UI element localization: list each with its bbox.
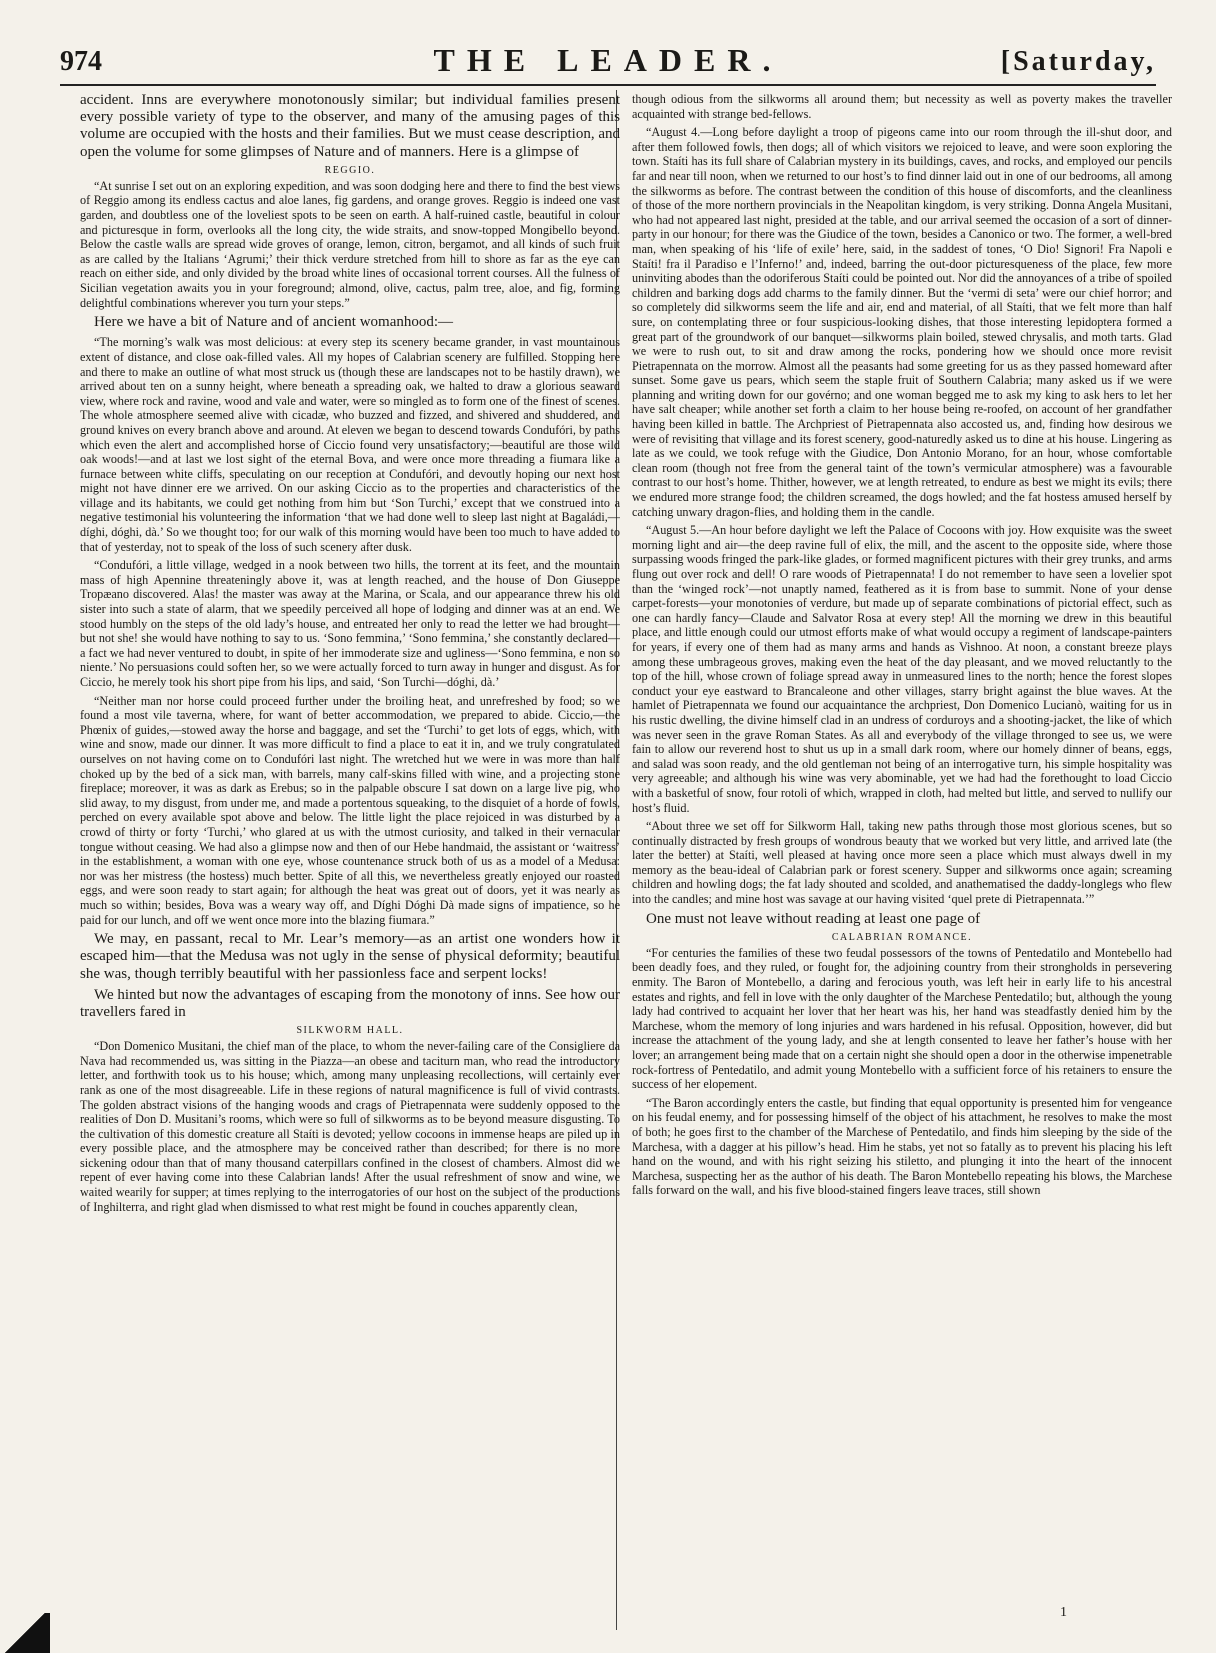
page-number: 974: [60, 46, 102, 77]
header-rule: [60, 84, 1156, 86]
footer-mark: 1: [1060, 1605, 1067, 1620]
paragraph: “At sunrise I set out on an exploring expedition, and was soon dodging here and there to find the best views of Reggio among its endless cactus and aloe lanes, fig gardens, and orange groves. Reggio is indeed one vast garden, and doubtless one of the loveliest spots to be seen on earth. A half-ruined castle, beautiful in colour and picturesque in form, overlooks all the long city, the wide straits, and snow-topped Mongibello beyond. Below the castle walls are spread wide groves of orange, lemon, citron, bergamot, and all kinds of such fruit as are called by the Italians ‘Agrumi;’ their thick verdure stretched from hill to shore as far as the eye can reach on either side, and only divided by the broad white lines of occasional torrent courses. All the fulness of Sicilian vegetation awaits you in your foreground; almond, olive, cactus, palm tree, aloe, and fig, forming delightful combinations wherever you turn your steps.”: [80, 178, 620, 310]
paragraph: “August 5.—An hour before daylight we left the Palace of Cocoons with joy. How exquisite was the sweet morning light and air—the deep ravine full of elix, the mill, and the ascent to the opposite side, where those surpassing woods fringed the park-like glades, or formed magnificent pictures with their grey trunks, and arms flung out over rock and dell! O rare woods of Pietrapennata! I do not remember to have seen a lovelier spot than the ‘winged rock’—not unaptly named, feathered as it is from base to summit. None of your dense carpet-forests—your monotonies of verdure, but made up of separate combinations of pictorial effect, such as one can hardly fancy—Claude and Salvator Rosa at every step! All the morning we drew in this beautiful place, and little enough could our utmost efforts make of what would occupy a regiment of landscape-painters for years, if every one of them had as many arms and hands as Vishnoo. At noon, a constant breeze plays among these umbrageous groves, making even the heat of the day pleasant, and we moved reluctantly to the top of the hill, whose crown of foliage spread away in unmeasured lines to the north; hence the forest slopes conduct your eye eastward to Brancaleone and other villages, starry bright against the blue waves. At the hamlet of Pietrapennata we found our acquaintance the archpriest, Don Domenico Lucianò, waiting for us in his rustic dwelling, the divine himself clad in an undress of corduroys and a shooting-jacket, the like of which was never seen in the grave Roman States. As all and everybody of the village thronged to see us, we were fain to allow our reverend host to shut us up in a small dark room, where our homely dinner of beans, eggs, and salad was soon ready, and the old gentleman not being of an interrogative turn, his simple hospitality was very agreeable; and although his wine was very abominable, yet we had had the forethought to load Ciccio with a basketful of snow, four rotoli of which, wrapped in cloth, had melted but little, and served to nullify our host’s fluid.: [632, 523, 1172, 815]
paragraph: “Don Domenico Musitani, the chief man of the place, to whom the never-failing care of the Consigliere da Nava had recommended us, was sitting in the Piazza—an obese and taciturn man, who read the introductory letter, and forthwith took us to his house; which, among many unpleasing recollections, will certainly ever rank as one of the most disagreeable. Life in these regions of natural magnificence is full of vivid contrasts. The golden abstract visions of the hanging woods and crags of Pietrapennata were suddenly opposed to the realities of Don D. Musitani’s rooms, which were so full of silkworms as to be beyond measure disgusting. To the cultivation of this domestic creature all Staíti is devoted; yellow cocoons in immense heaps are piled up in every possible place, and the atmosphere may be conceived rather than described; for there is no more sickening odour than that of many thousand caterpillars confined in the closest of chambers. Almost did we repent of ever having come into these Calabrian lands! After the usual refreshment of snow and wine, we waited wearily for supper; at times replying to the interrogatories of our host on the subject of the productions of Inghilterra, and right glad when dismissed to what rest might be found in couches apparently clean,: [80, 1039, 620, 1214]
page-corner-shadow: [0, 1613, 50, 1653]
paragraph: “The Baron accordingly enters the castle, but finding that equal opportunity is presented him for vengeance on his feudal enemy, and for possessing himself of the object of his attachment, he resolves to make the most of both; he goes first to the chamber of the Marchese of Pentedatilo, and finds him sleeping by the side of the Marchesa, with a dagger at his pillow’s head. Him he stabs, yet not so fatally as to prevent his placing his left hand on the wound, and with his right seizing his stiletto, and plunging it into the heart of the innocent Marchesa, suspecting her as the author of his death. The Baron Montebello repeating his blows, the Marchese falls forward on the wall, and his five blood-stained fingers leave traces, still shown: [632, 1095, 1172, 1198]
publication-title: THE LEADER.: [433, 42, 783, 78]
masthead: [60, 42, 1156, 86]
paragraph: We may, en passant, recal to Mr. Lear’s memory—as an artist one wonders how it escaped him—that the Medusa was not ugly in the sense of physical deformity; beautiful she was, though terribly beautiful with her passionless face and serpent locks!: [80, 931, 620, 982]
paragraph: “August 4.—Long before daylight a troop of pigeons came into our room through the ill-shut door, and after them followed fowls, then dogs; all of which visitors we rejoiced to leave, and were soon exploring the town. Staíti has its full share of Calabrian mystery in its buildings, caves, and rocks, and employed our pencils far and near till noon, when we returned to our host’s to find dinner laid out in one of our bedrooms, all among the silkworms as before. The contrast between the condition of this house of discomforts, and the cleanliness of those of the more northern provincials in the Neapolitan kingdom, is very striking. Donna Angela Musitani, who had not appeared last night, presided at the table, and our arrival seemed the occasion of a sort of dinner-party in our honour; for there was the Giudice of the town, besides a Canonico or two. The former, a well-bred man, when speaking of his ‘life of exile’ here, said, in the saddest of tones, ‘O Dio! Signori! Fra Napoli e Staíti! fra il Paradiso e l’Inferno!’ and, indeed, barring the out-door picturesqueness of the place, few more uninviting abodes than the odoriferous Staíti could be pointed out. Nor did the annoyances of a tribe of spoiled children and barking dogs add charms to the family dinner. But the ‘vermi di seta’ were our chief horror; and so completely did silkworms seem the life and air, end and material, of all Staíti, that we felt more than half sure, on contemplating three or four suspicious-looking dishes, that those interesting lepidoptera formed a great part of the groundwork of our banquet—silkworms plain boiled, stewed chrysalis, and moth tarts. Glad we were to rush out, to sit and draw among the rocks, pondering how we should once more revisit Pietrapennata on the morrow. Almost all the peasants had some greeting for us as they passed homeward after sunset. Some gave us pears, which seem the staple fruit of Southern Calabria; many asked us if we were planning and writing down for our govérno; and one woman begged me to ask my king to ask hers to let her have salt cheaper; while another set forth a claim to her house being re-roofed, on account of her grandfather having been killed in battle. The Archpriest of Pietrapennata also accosted us, and, finding how desirous we were of revisiting that village and its forest scenery, good-naturedly asked us to dine at his house. Lingering as late as we could, we took refuge with the Giudice, Don Antonio Morano, for an hour, whose comfortable clean room (though not free from the general taint of the town’s vermicular atmosphere) was a favourable contrast to our host’s home. Thither, however, we at length retreated, to endure as best we might its evils; there we endured more strange food; the children screamed, the dogs howled; and the fat hostess amused herself by catching unwary dragon-flies, and holding them in the candle.: [632, 125, 1172, 519]
paragraph: Here we have a bit of Nature and of ancient womanhood:—: [94, 314, 454, 331]
section-heading: REGGIO.: [324, 164, 376, 176]
section-heading: SILKWORM HALL.: [296, 1025, 404, 1037]
left-column: [80, 92, 620, 1620]
paragraph: “For centuries the families of these two feudal possessors of the towns of Pentedatilo and Montebello had been deadly foes, and they ruled, or fought for, the adjoining country from their strongholds in persevering enmity. The Baron of Montebello, a daring and ferocious youth, was left heir in early life to his ancestral estates and rights, and fell in love with the only daughter of the Marchese Pentedatilo; but, although the young lady had contrived to acquaint her lover that her heart was his, her hand was steadfastly denied him by the Marchese, whom the memory of long injuries and wars hardened in his refusal. Opposition, however, did but increase the attachment of the young lady, and she at length consented to leave her father’s house with her lover; an arrangement being made that on a certain night she should open a door in the otherwise impenetrable rock-fortress of Pentedatilo, and admit young Montebello with a sufficient force of his retainers to ensure the success of her elopement.: [632, 945, 1172, 1092]
issue-day: [Saturday,: [1000, 46, 1156, 77]
paragraph: “The morning’s walk was most delicious: at every step its scenery became grander, in vast mountainous extent of distance, and close oak-filled vales. All my hopes of Calabrian scenery are fulfilled. Stopping here and there to make an outline of what most struck us (though these are landscapes not to be hastily drawn), we arrived about ten on a sunny height, where beneath a spreading oak, we halted to draw a glorious seaward view, where rock and ravine, wood and vale and water, were so mingled as to form one of the finest of scenes. The whole atmosphere seemed alive with cicadæ, who buzzed and fizzed, and shivered and shuddered, and ground knives on every branch above and around. At eleven we began to descend towards Condufóri, by paths which even the alert and accomplished horse of Ciccio found very unsatisfactory;—beautiful are those wild oak woods!—and at last we lost sight of the eternal Bova, and were once more threading a fiumara like a furnace between white cliffs, speculating on our reception at Condufóri, and devoutly hoping our next host might not have dinner ere we arrived. On our asking Ciccio as to the properties and characteristics of the village and its habitants, we could get nothing from him but ‘Son Turchi,’ except that we construed into a negative testimonial his volunteering the information ‘that we had done well to sleep last night at Bagaládi,—díghi, dóghi, dà.’ So we thought too; for our walk of this morning would have been too much to have added to that of yesterday, not to speak of the loss of such scenery after dusk.: [80, 335, 620, 554]
paragraph: accident. Inns are everywhere monotonously similar; but individual families present every possible variety of type to the observer, and many of the amusing pages of this volume are occupied with the hosts and their families. But we must cease description, and open the volume for some glimpses of Nature and of manners. Here is a glimpse of: [80, 92, 620, 160]
paragraph: One must not leave without reading at least one page of: [646, 910, 981, 927]
paragraph: though odious from the silkworms all around them; but necessity as well as poverty makes the traveller acquainted with strange bed-fellows.: [632, 92, 1172, 121]
section-heading: CALABRIAN ROMANCE.: [831, 931, 973, 943]
right-column: [632, 92, 1172, 1620]
paragraph: “Neither man nor horse could proceed further under the broiling heat, and unrefreshed by food; so we found a most vile taverna, where, for want of better accommodation, we prepared to abide. Ciccio,—the Phœnix of guides,—stowed away the horse and baggage, and set the ‘Turchi’ to get lots of eggs, which, with wine and snow, made our dinner. It was more difficult to find a place to eat it in, and we truly congratulated ourselves on not having come on to Condufóri last night. The wretched hut we were in was more than half choked up by the bed of a sick man, with barrels, many calf-skins filled with wine, and a projecting stone fireplace; moreover, it was as dark as Erebus; so in the palpable obscure I sat down on a large live pig, who slid away, to my disgust, from under me, and made a portentous squeaking, to the disquiet of a horde of fowls, perched on every available spot above and below. The little light the place rejoiced in was disturbed by a crowd of thirty or forty ‘Turchi,’ who glared at us with the utmost curiosity, and talked in their vernacular tongue without ceasing. We had also a glimpse now and then of our Hebe handmaid, the assistant or ‘waitress’ in the establishment, a woman with one eye, whose countenance struck both of us as a model of a Medusa: nor was her mistress (the hostess) much better. Spite of all this, we nevertheless greatly enjoyed our roasted eggs, and were soon ready to start again; for although the heat was great out of doors, yet it was nearly as much so within; besides, Bova was a weary way off, and Díghi Dóghi Dà made signs of impatience, so he paid for our lunch, and off we went once more into the blazing fiumara.”: [80, 693, 620, 927]
paragraph: We hinted but now the advantages of escaping from the monotony of inns. See how our travellers fared in: [80, 986, 620, 1020]
paragraph: “About three we set off for Silkworm Hall, taking new paths through those most glorious scenes, but so continually distracted by fresh groups of wondrous beauty that we worked but very little, and arrived late (the later the better) at Staíti, well pleased at having once more seen a place which must always dwell in my memory as the beau-ideal of Calabrian park or forest scenery. Supper and silkworms once again; screaming children and howling dogs; the fat lady shouted and scolded, and anathematised the daddy-longlegs who flew into the candles; and mine host was savage at our having visited ‘quel prete di Pietrapennata.’”: [632, 819, 1172, 907]
paragraph: “Condufóri, a little village, wedged in a nook between two hills, the torrent at its feet, and the mountain mass of high Apennine threateningly above it, was at length reached, and the house of Don Giuseppe Tropæano discovered. Alas! the master was away at the Marina, or Scala, and our appearance threw his old sister into such a state of alarm, that we speedily perceived all hope of lodging and dinner was at an end. We stood humbly on the steps of the old lady’s house, and entreated her only to read the letter we had brought—but not she! she would have nothing to say to us. ‘Sono femmina,’ ‘Sono femmina,’ she constantly declared—a fact we had never ventured to doubt, in spite of her immoderate size and ugliness—‘Sono femmina, e non so niente.’ No persuasions could soften her, so we were actually forced to turn away in hunger and disgust. As for Ciccio, he merely took his short pipe from his lips, and said, ‘Son Turchi—dóghi, dà.’: [80, 558, 620, 690]
